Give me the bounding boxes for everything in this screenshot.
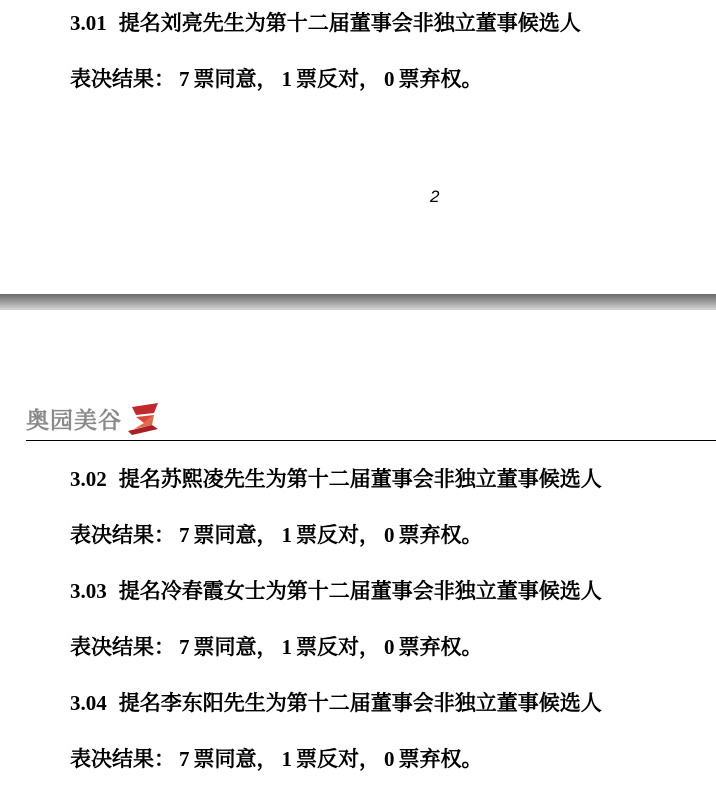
- agree-label: 票同意，: [193, 634, 278, 659]
- page-number: 2: [430, 187, 440, 206]
- document-page-3: [0, 310, 716, 792]
- vote-result-label: 表决结果：: [70, 522, 175, 547]
- abstain-label: 票弃权。: [398, 66, 483, 91]
- agree-count: 7: [179, 635, 190, 659]
- against-label: 票反对，: [296, 746, 380, 771]
- agree-label: 票同意，: [193, 66, 278, 91]
- header-divider: [26, 440, 716, 441]
- company-name: 奥园美谷: [26, 406, 122, 434]
- resolution-item-3-02: [70, 466, 602, 492]
- abstain-label: 票弃权。: [398, 634, 483, 659]
- abstain-label: 票弃权。: [398, 522, 483, 547]
- aoyuan-logo-icon: [124, 401, 162, 435]
- agree-count: 7: [179, 67, 190, 91]
- agree-label: 票同意，: [193, 522, 278, 547]
- company-logo: [26, 400, 162, 436]
- against-label: 票反对，: [296, 66, 380, 91]
- vote-result-3-04: [70, 746, 483, 772]
- abstain-label: 票弃权。: [398, 746, 483, 771]
- resolution-item-3-04: [70, 690, 602, 716]
- item-number: 3.01: [70, 11, 107, 35]
- vote-result-3-02: [70, 522, 483, 548]
- item-text: 提名刘亮先生为第十二届董事会非独立董事候选人: [118, 10, 581, 35]
- resolution-item-3-01: [70, 10, 581, 36]
- item-number: 3.02: [70, 467, 107, 491]
- resolution-item-3-03: [70, 578, 602, 604]
- against-count: 1: [281, 523, 292, 547]
- item-number: 3.04: [70, 691, 107, 715]
- document-page-2: [0, 0, 716, 294]
- page-separator: [0, 294, 716, 310]
- agree-label: 票同意，: [193, 746, 278, 771]
- item-number: 3.03: [70, 579, 107, 603]
- agree-count: 7: [179, 747, 190, 771]
- vote-result-3-03: [70, 634, 483, 660]
- vote-result-label: 表决结果：: [70, 66, 175, 91]
- abstain-count: 0: [384, 747, 395, 771]
- agree-count: 7: [179, 523, 190, 547]
- item-text: 提名苏熙凌先生为第十二届董事会非独立董事候选人: [118, 466, 602, 491]
- against-label: 票反对，: [296, 522, 380, 547]
- against-label: 票反对，: [296, 634, 380, 659]
- abstain-count: 0: [384, 67, 395, 91]
- against-count: 1: [281, 67, 292, 91]
- item-text: 提名冷春霞女士为第十二届董事会非独立董事候选人: [118, 578, 602, 603]
- vote-result-label: 表决结果：: [70, 746, 175, 771]
- against-count: 1: [281, 747, 292, 771]
- against-count: 1: [281, 635, 292, 659]
- abstain-count: 0: [384, 635, 395, 659]
- abstain-count: 0: [384, 523, 395, 547]
- vote-result-label: 表决结果：: [70, 634, 175, 659]
- vote-result-3-01: [70, 66, 483, 92]
- item-text: 提名李东阳先生为第十二届董事会非独立董事候选人: [118, 690, 602, 715]
